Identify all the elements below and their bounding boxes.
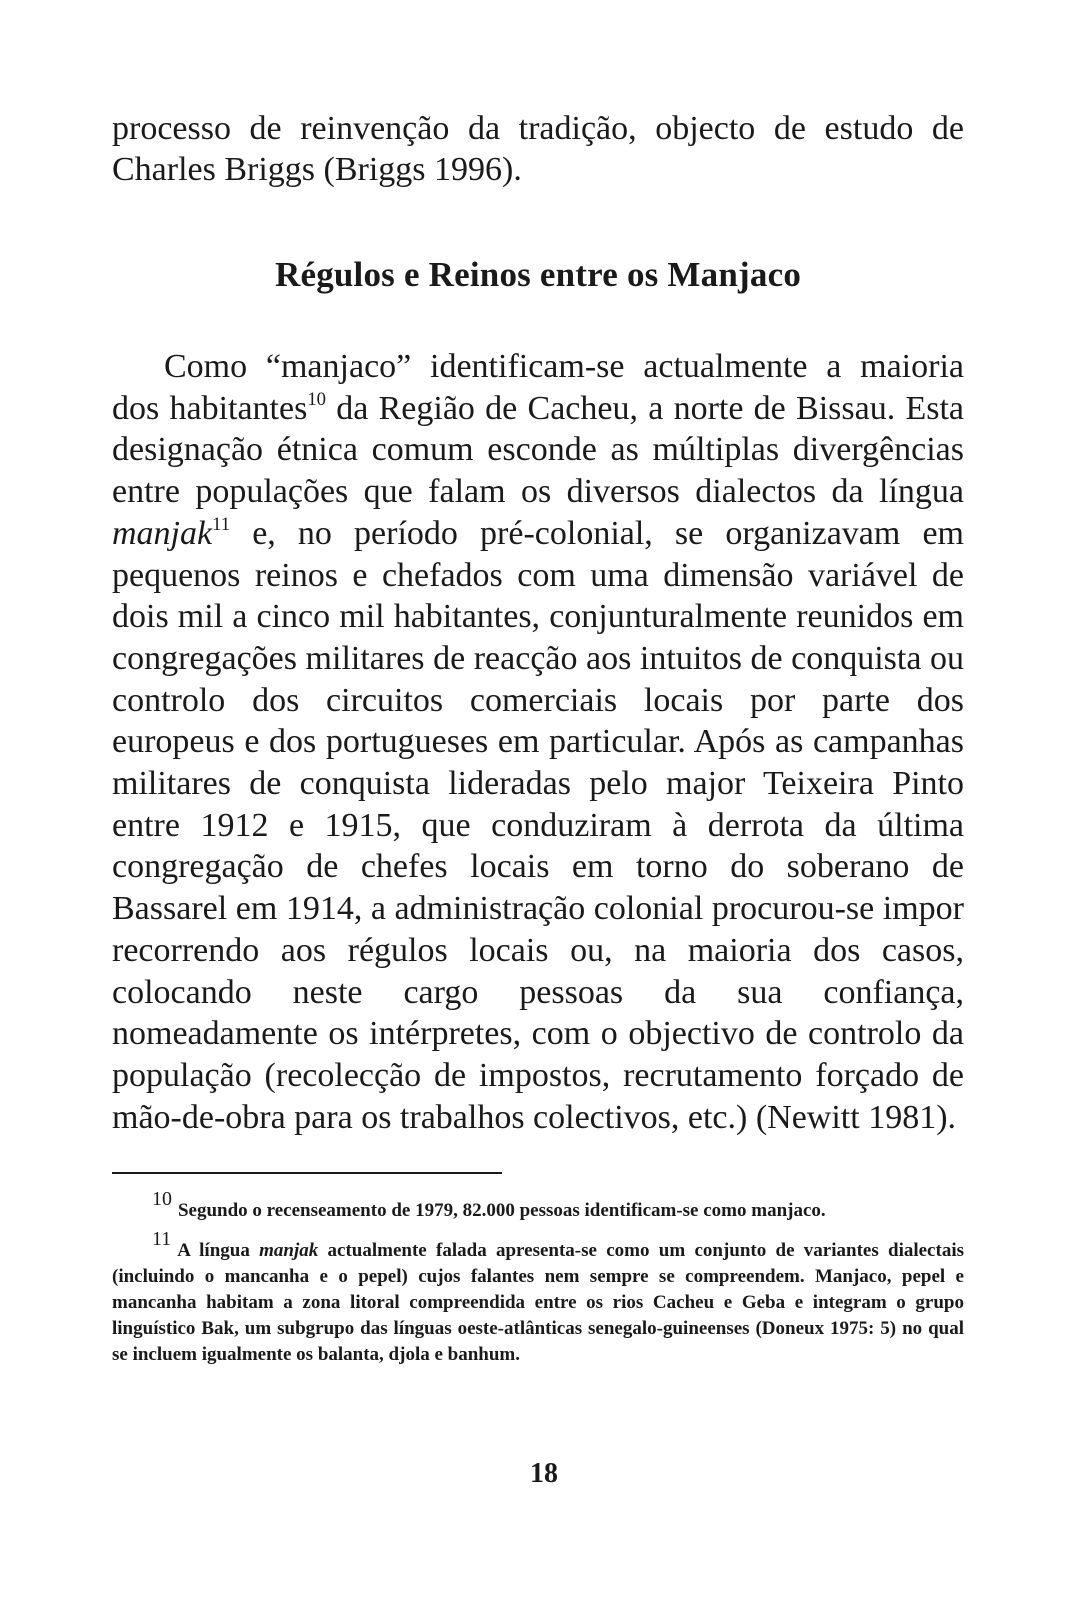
footnote-ref-10[interactable]: 10	[307, 388, 327, 410]
body-paragraph	[112, 346, 964, 1138]
body-text-3: e, no período pré-colonial, se organizavam em pequenos reinos e chefados com uma dimensão variável de dois mil a cinco mil habitantes, conjunturalmente reunidos em congregações militares de reacção aos intuitos de conquista ou controlo dos circuitos comerciais locais por parte dos europeus e dos portugueses em particular. Após as campanhas militares de conquista lideradas pelo major Teixeira Pinto entre 1912 e 1915, que conduziram à derrota da última congregação de chefes locais em torno do soberano de Bassarel em 1914, a administração colonial procurou-se impor recorrendo aos régulos locais ou, na maioria dos casos, colocando neste cargo pessoas da sua confiança, nomeadamente os intérpretes, com o objectivo de controlo da população (recolecção de impostos, recrutamento forçado de mão-de-obra para os trabalhos colectivos, etc.) (Newitt 1981).	[112, 514, 964, 1136]
footnote-text: Segundo o recenseamento de 1979, 82.000 pessoas identificam-se como manjaco.	[177, 1200, 826, 1222]
term-manjak: manjak	[112, 514, 213, 552]
page-number: 18	[530, 1458, 558, 1489]
body-text-2: da Região de Cacheu, a norte de Bissau. Esta designação étnica comum esconde as múltiplas divergências entre populações que falam os diversos dialectos da língua	[112, 389, 964, 511]
footnote-divider	[112, 1172, 502, 1174]
footnote-10	[112, 1188, 964, 1224]
footnote-text-pre: A língua	[177, 1240, 260, 1262]
continued-paragraph: processo de reinvenção da tradição, objecto de estudo de Charles Briggs (Briggs 1996).	[112, 110, 964, 188]
footnote-11	[112, 1228, 964, 1368]
section-heading: Régulos e Reinos entre os Manjaco	[274, 255, 802, 294]
page-content	[112, 108, 964, 1382]
body-text-1: Como “manjaco” identificam-se actualmente a maioria dos habitantes	[112, 348, 964, 427]
footnote-number: 11	[152, 1228, 172, 1251]
footnote-term-manjak: manjak	[259, 1240, 319, 1262]
footnote-text-post: actualmente falada apresenta-se como um conjunto de variantes dialectais (incluindo o mancanha e o pepel) cujos falantes nem sempre se compreendem. Manjaco, pepel e mancanha habitam a zona litoral compreendida entre os rios Cacheu e Geba e integram o grupo linguístico Bak, um subgrupo das línguas oeste-atlânticas senegalo-guineenses (Doneux 1975: 5) no qual se incluem igualmente os balanta, djola e banhum.	[112, 1240, 964, 1366]
footnote-ref-11[interactable]: 11	[212, 513, 231, 535]
footnote-number: 10	[152, 1188, 172, 1211]
